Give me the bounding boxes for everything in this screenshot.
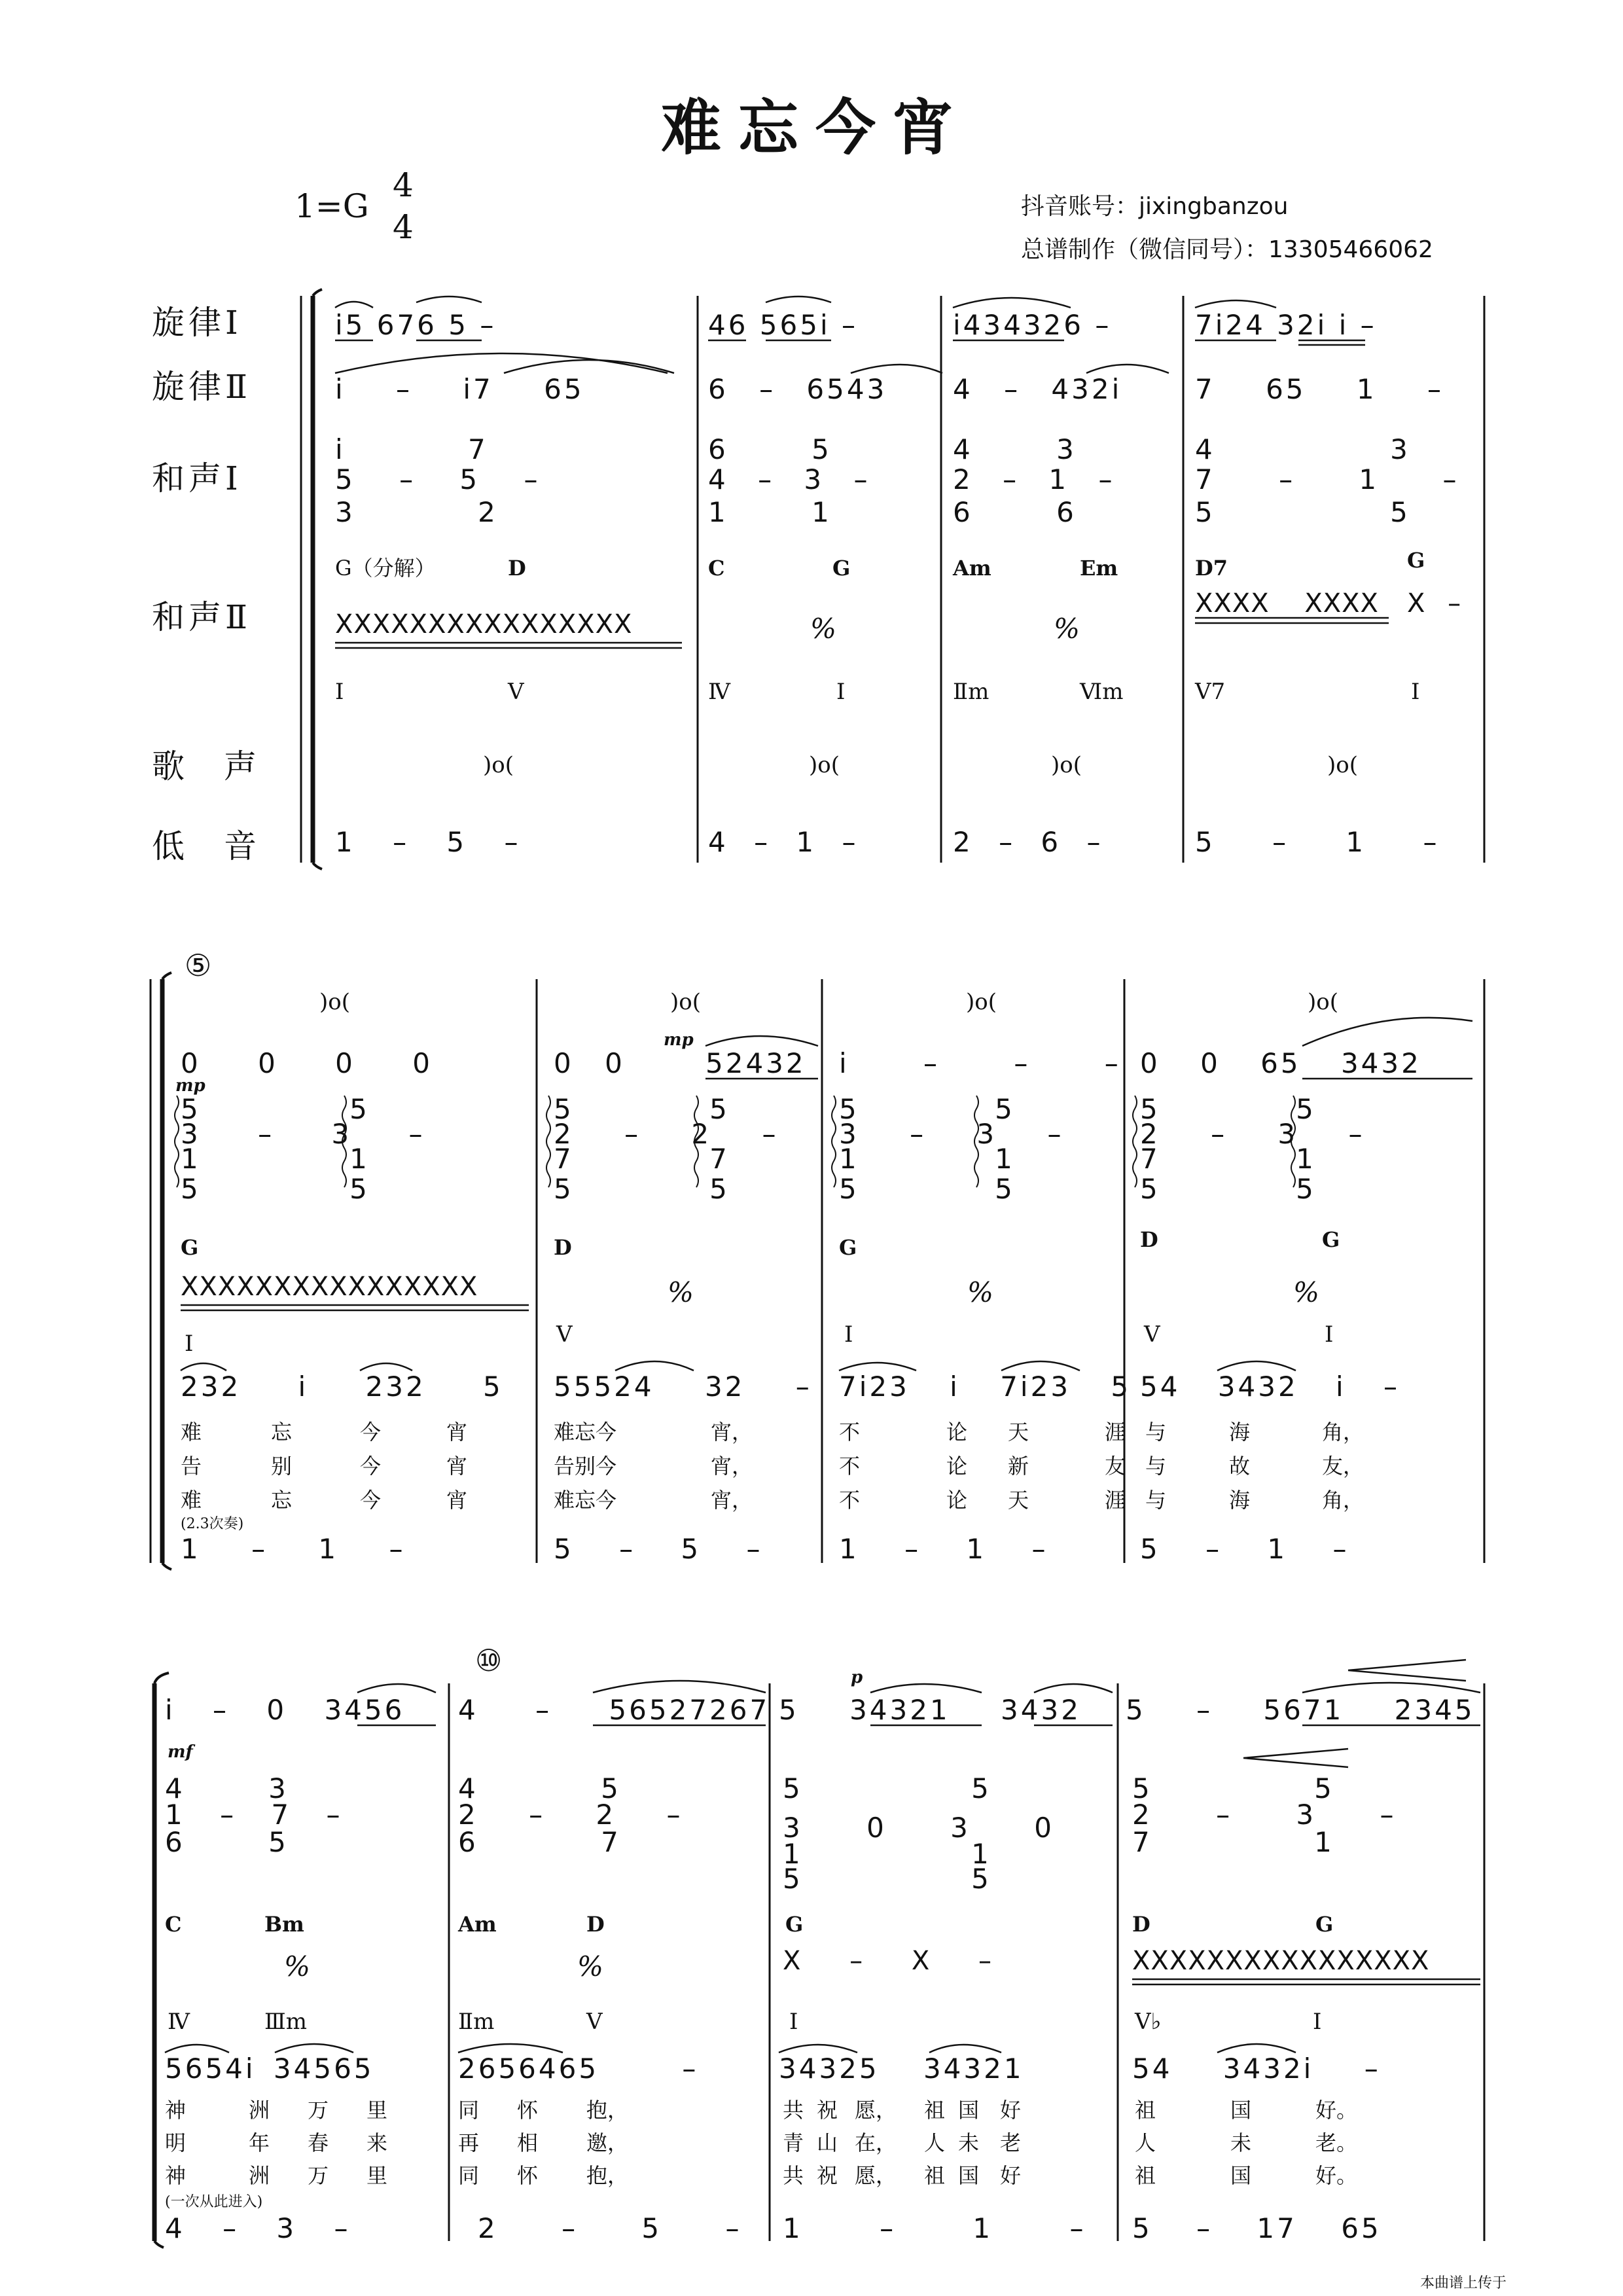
- s2-chord-1: G: [181, 1235, 199, 1260]
- s3-roman-5: I: [789, 2009, 798, 2035]
- s1-roman-3: Ⅳ: [708, 679, 730, 705]
- s3-lyric2-15: 未: [1230, 2130, 1252, 2155]
- s2-melody-m4: 0 0 65 3432: [1140, 1047, 1421, 1079]
- s1-melody2-m1: i – i7 65: [335, 373, 584, 405]
- s2-lyric3-3: 今: [360, 1488, 382, 1513]
- s2-lyric3-11: 与: [1145, 1488, 1167, 1513]
- s2-lyric1-3: 今: [360, 1420, 382, 1444]
- s3-lyric2-14: 人: [1135, 2130, 1156, 2155]
- s3-lyric2-8: 青: [783, 2130, 804, 2155]
- s2-harmony3-m4: 7 1: [1140, 1143, 1316, 1175]
- s3-harmony1-m1: 4 3: [165, 1772, 289, 1804]
- s2-lyric1-5: 难忘今: [554, 1420, 617, 1444]
- s3-bass-m3: 1 – 1 –: [783, 2212, 1086, 2244]
- s3-lyric2-5: 再: [458, 2130, 480, 2155]
- s2-lyric2-10: 友: [1105, 1454, 1126, 1479]
- s1-harmony-low-m1: 3 2: [335, 496, 498, 528]
- s3-lyric2-11: 人: [924, 2130, 946, 2155]
- s3-rhythm-pattern-m3: X – X –: [783, 1946, 992, 1976]
- s2-bass-note: (2.3次奏): [181, 1516, 244, 1532]
- s1-roman-6: Ⅵm: [1080, 679, 1124, 705]
- s2-lyric3-12: 海: [1229, 1488, 1251, 1513]
- s3-lyric2-9: 山: [817, 2130, 838, 2155]
- s2-lyric2-11: 与: [1145, 1454, 1167, 1479]
- s3-harmony2-m3: 3 0 3 0: [783, 1812, 1054, 1844]
- part-label-harmony2: 和声Ⅱ: [152, 598, 251, 636]
- s3-harmony1-m4: 5 5: [1132, 1772, 1334, 1804]
- s2-harmony2-m1: 3 – 3 –: [181, 1118, 425, 1150]
- s3-lyric2-1: 明: [165, 2130, 187, 2155]
- s3-lyric3-12: 国: [958, 2163, 980, 2188]
- s2-melody-m2a: 0 0: [554, 1047, 625, 1079]
- s3-lyric2-10: 在，: [855, 2130, 897, 2155]
- s3-harmony1-m3: 5 5: [783, 1772, 991, 1804]
- s2-breath-2: )o(: [670, 989, 701, 1015]
- s1-harmony-top-m3: 4 3: [953, 433, 1077, 465]
- s2-lyric1-9: 天: [1008, 1420, 1029, 1444]
- part-label-melody2: 旋律Ⅱ: [152, 368, 251, 406]
- s2-harmony3-m2: 7 7: [554, 1143, 730, 1175]
- s1-harmony-mid-m2: 4 – 3 –: [708, 463, 870, 495]
- s3-bass-note: (一次从此进入): [165, 2194, 263, 2210]
- s1-melody1-m2: 46 565i –: [708, 309, 858, 341]
- s2-harmony4-m4: 5 5: [1140, 1173, 1316, 1205]
- s3-melody-m4: 5 – 5671 2345: [1126, 1694, 1475, 1726]
- s3-vocal-m3: 34325 34321: [779, 2053, 1024, 2085]
- s2-melody-m3: i – – –: [839, 1047, 1121, 1079]
- score-title: 难忘今宵: [661, 93, 971, 163]
- s2-lyric2-12: 故: [1229, 1454, 1251, 1479]
- s2-lyric2-5: 告别今: [554, 1454, 617, 1479]
- s3-lyric2-16: 老。: [1315, 2130, 1358, 2155]
- s3-lyric3-16: 好。: [1315, 2163, 1358, 2188]
- s3-bass-m1: 4 – 3 –: [165, 2212, 351, 2244]
- s2-lyric3-2: 忘: [271, 1488, 293, 1513]
- part-label-bass: 低音: [152, 827, 296, 865]
- s3-harmony4-m3: 5 5: [783, 1863, 991, 1895]
- s3-lyric1-4: 里: [366, 2098, 388, 2123]
- s3-harmony2-m1: 1 – 7 –: [165, 1799, 343, 1831]
- s1-chord-1: G（分解）: [335, 556, 436, 581]
- s1-breath-2: )o(: [809, 752, 840, 778]
- s3-lyric3-2: 洲: [249, 2163, 270, 2188]
- s3-bass-m2: 2 – 5 –: [478, 2212, 742, 2244]
- s1-chord-5: Am: [953, 556, 991, 581]
- s2-lyric1-1: 难: [181, 1420, 202, 1444]
- s2-lyric2-8: 论: [946, 1454, 968, 1479]
- s1-breath-1: )o(: [483, 752, 514, 778]
- s2-rehearsal-mark: ⑤: [185, 948, 212, 983]
- s3-roman-4: V: [586, 2009, 603, 2035]
- s2-lyric3-10: 涯: [1105, 1488, 1126, 1513]
- s3-harmony3-m2: 6 7: [458, 1826, 621, 1858]
- s3-harmony1-m2: 4 5: [458, 1772, 621, 1804]
- s1-harmony-mid-m3: 2 – 1 –: [953, 463, 1115, 495]
- s1-harmony-top-m2: 6 5: [708, 433, 832, 465]
- s2-harmony2-m3: 3 – 3 –: [839, 1118, 1064, 1150]
- s3-lyric3-4: 里: [366, 2163, 388, 2188]
- s2-lyric3-9: 天: [1008, 1488, 1029, 1513]
- s3-lyric2-3: 春: [308, 2130, 329, 2155]
- s3-lyric3-8: 共: [783, 2163, 804, 2188]
- s2-roman-3: I: [844, 1321, 853, 1348]
- s2-melody-m2b: 52432: [705, 1047, 806, 1079]
- s2-vocal-m3: 7i23 i 7i23 5: [839, 1371, 1132, 1403]
- credit-maker: 总谱制作（微信同号）：13305466062: [1021, 236, 1433, 263]
- s3-harmony3-m3: 1 1: [783, 1838, 991, 1870]
- s3-lyric3-6: 怀: [517, 2163, 539, 2188]
- s3-lyric2-13: 老: [1000, 2130, 1022, 2155]
- s3-dynamic-mf: mf: [168, 1742, 193, 1762]
- s3-lyric1-12: 国: [958, 2098, 980, 2123]
- s2-repeat-m4: %: [1293, 1276, 1319, 1308]
- s1-chord-4: G: [832, 556, 851, 581]
- s3-roman-7: I: [1313, 2009, 1322, 2035]
- s3-lyric1-16: 好。: [1315, 2098, 1358, 2123]
- s3-lyric1-9: 祝: [817, 2098, 838, 2123]
- s1-roman-4: I: [836, 679, 846, 705]
- s1-chord-8: G: [1407, 548, 1425, 573]
- s2-lyric1-8: 论: [946, 1420, 968, 1444]
- s3-chord-1: C: [165, 1912, 182, 1937]
- s1-melody1-m4: 7i24 32i i –: [1195, 309, 1377, 341]
- s2-melody-m1: 0 0 0 0: [181, 1047, 433, 1079]
- credit-douyin: 抖音账号：jixingbanzou: [1021, 193, 1289, 220]
- s1-breath-4: )o(: [1327, 752, 1358, 778]
- s1-melody1-m3: i434326 –: [953, 309, 1112, 341]
- s1-chord-7: D7: [1195, 556, 1228, 581]
- s3-roman-2: Ⅲm: [264, 2009, 308, 2035]
- s2-lyric1-2: 忘: [271, 1420, 293, 1444]
- s1-repeat-m3: %: [1054, 613, 1080, 645]
- s2-roman-2: V: [556, 1321, 573, 1348]
- s3-lyric1-11: 祖: [924, 2098, 946, 2123]
- s1-bass-m1: 1 – 5 –: [335, 826, 521, 858]
- s1-bass-m4: 5 – 1 –: [1195, 826, 1440, 858]
- s3-harmony2-m4: 2 – 3 –: [1132, 1799, 1397, 1831]
- s1-rhythm-pattern: XXXXXXXXXXXXXXXX: [335, 609, 633, 639]
- s3-harmony3-m4: 7 1: [1132, 1826, 1334, 1858]
- time-signature-bottom: 4: [393, 208, 414, 246]
- s3-vocal-m2: 2656465 –: [458, 2053, 699, 2085]
- s3-melody-m2: 4 – 56527267: [458, 1694, 770, 1726]
- s3-lyric3-11: 祖: [924, 2163, 946, 2188]
- s2-lyric2-2: 别: [271, 1454, 293, 1479]
- s2-harmony1-m3: 5 5: [839, 1093, 1015, 1125]
- s2-roman-5: I: [1325, 1321, 1334, 1348]
- s2-lyric1-6: 宵，: [711, 1420, 753, 1444]
- s3-chord-7: G: [1315, 1912, 1334, 1937]
- s1-harmony-low-m4: 5 5: [1195, 496, 1410, 528]
- s3-lyric3-10: 愿，: [855, 2163, 897, 2188]
- s1-harmony-mid-m4: 7 – 1 –: [1195, 463, 1459, 495]
- s3-bass-m4: 5 – 17 65: [1132, 2212, 1382, 2244]
- s2-harmony1-m4: 5 5: [1140, 1093, 1316, 1125]
- s2-harmony4-m3: 5 5: [839, 1173, 1015, 1205]
- s1-harmony-top-m4: 4 3: [1195, 433, 1410, 465]
- s2-harmony4-m1: 5 5: [181, 1173, 370, 1205]
- s3-lyric1-10: 愿，: [855, 2098, 897, 2123]
- footer-note: 本曲谱上传于: [1420, 2275, 1507, 2291]
- s2-harmony2-m4: 2 – 3 –: [1140, 1118, 1365, 1150]
- s2-harmony2-m2: 2 – 2 –: [554, 1118, 779, 1150]
- s2-lyric2-9: 新: [1008, 1454, 1029, 1479]
- s2-lyric3-4: 宵: [446, 1488, 468, 1513]
- key-signature: 1=G: [294, 187, 369, 225]
- s3-lyric3-15: 国: [1230, 2163, 1252, 2188]
- s2-harmony1-m1: 5 5: [181, 1093, 370, 1125]
- s3-lyric1-2: 洲: [249, 2098, 270, 2123]
- s2-breath-3: )o(: [966, 989, 997, 1015]
- s3-melody-m3: 5 34321 3432: [779, 1694, 1081, 1726]
- s2-chord-3: G: [839, 1235, 857, 1260]
- s2-lyric2-3: 今: [360, 1454, 382, 1479]
- s2-lyric3-13: 角，: [1322, 1488, 1364, 1513]
- s3-lyric1-14: 祖: [1135, 2098, 1156, 2123]
- s2-dynamic-mp-melody: mp: [664, 1030, 694, 1050]
- s3-lyric1-13: 好: [1000, 2098, 1022, 2123]
- s1-melody2-m3: 4 – 432i: [953, 373, 1122, 405]
- s3-chord-5: G: [785, 1912, 804, 1937]
- s1-breath-3: )o(: [1051, 752, 1082, 778]
- s3-lyric3-9: 祝: [817, 2163, 838, 2188]
- s3-lyric2-4: 来: [366, 2130, 388, 2155]
- s1-bass-m2: 4 – 1 –: [708, 826, 859, 858]
- s3-dynamic-p: p: [851, 1668, 863, 1687]
- s3-chord-2: Bm: [264, 1912, 304, 1937]
- s2-bass-m4: 5 – 1 –: [1140, 1533, 1349, 1565]
- s1-harmony-top-m1: i 7: [335, 433, 488, 465]
- time-signature-top: 4: [393, 166, 414, 204]
- s2-lyric3-1: 难: [181, 1488, 202, 1513]
- s2-lyric3-8: 论: [946, 1488, 968, 1513]
- s2-lyric1-13: 角，: [1322, 1420, 1364, 1444]
- s3-lyric2-6: 相: [517, 2130, 539, 2155]
- s3-chord-3: Am: [458, 1912, 497, 1937]
- s2-roman-1: I: [185, 1331, 194, 1357]
- s2-harmony4-m2: 5 5: [554, 1173, 730, 1205]
- s1-harmony-mid-m1: 5 – 5 –: [335, 463, 541, 495]
- s1-roman-7: V7: [1195, 679, 1226, 705]
- s2-chord-2: D: [554, 1235, 572, 1260]
- s1-melody2-m4: 7 65 1 –: [1195, 373, 1444, 405]
- s1-chord-6: Em: [1080, 556, 1118, 581]
- s2-bass-m3: 1 – 1 –: [839, 1533, 1048, 1565]
- s2-lyric1-7: 不: [839, 1420, 861, 1444]
- s3-repeat-m2: %: [577, 1950, 603, 1982]
- s1-roman-8: I: [1411, 679, 1420, 705]
- s3-lyric3-5: 同: [458, 2163, 480, 2188]
- s2-roman-4: V: [1144, 1321, 1160, 1348]
- s2-lyric1-12: 海: [1229, 1420, 1251, 1444]
- s3-roman-3: Ⅱm: [458, 2009, 495, 2035]
- s3-vocal-m4: 54 3432i –: [1132, 2053, 1381, 2085]
- s2-vocal-m1: 232 i 232 5: [181, 1371, 503, 1403]
- s2-lyric3-5: 难忘今: [554, 1488, 617, 1513]
- s3-lyric2-12: 未: [958, 2130, 980, 2155]
- s2-vocal-m2: 55524 32 –: [554, 1371, 812, 1403]
- s3-lyric1-3: 万: [308, 2098, 329, 2123]
- s1-melody1-m1: i5 676 5 –: [335, 309, 497, 341]
- s2-breath-1: )o(: [319, 989, 350, 1015]
- s3-lyric2-7: 邀，: [586, 2130, 629, 2155]
- s1-repeat-m2: %: [810, 613, 836, 645]
- s1-harmony-low-m2: 1 1: [708, 496, 832, 528]
- s3-chord-6: D: [1132, 1912, 1150, 1937]
- s3-lyric1-6: 怀: [517, 2098, 539, 2123]
- s2-dynamic-mp-harmony: mp: [175, 1076, 205, 1096]
- s2-lyric2-13: 友，: [1322, 1454, 1364, 1479]
- s3-lyric2-2: 年: [249, 2130, 270, 2155]
- part-label-harmony1: 和声Ⅰ: [152, 459, 242, 497]
- s1-roman-5: Ⅱm: [953, 679, 990, 705]
- s2-lyric2-4: 宵: [446, 1454, 468, 1479]
- s2-lyric2-6: 宵，: [711, 1454, 753, 1479]
- s3-rehearsal-mark: ⑩: [475, 1643, 503, 1678]
- s1-rhythm-pattern-end: X –: [1407, 588, 1462, 619]
- s3-vocal-m1: 5654i 34565: [165, 2053, 374, 2085]
- s2-vocal-m4: 54 3432 i –: [1140, 1371, 1400, 1403]
- s2-lyric1-10: 涯: [1105, 1420, 1126, 1444]
- s1-roman-2: V: [508, 679, 524, 705]
- s1-chord-3: C: [708, 556, 725, 581]
- s1-rhythm-pattern-m4: XXXX XXXX: [1195, 588, 1379, 619]
- s2-chord-4: D: [1140, 1227, 1158, 1252]
- s3-harmony3-m1: 6 5: [165, 1826, 289, 1858]
- s2-rhythm-pattern: XXXXXXXXXXXXXXXX: [181, 1272, 478, 1302]
- s2-lyric3-7: 不: [839, 1488, 861, 1513]
- s2-harmony1-m2: 5 5: [554, 1093, 730, 1125]
- s3-harmony2-m2: 2 – 2 –: [458, 1799, 683, 1831]
- s3-lyric3-14: 祖: [1135, 2163, 1156, 2188]
- s2-lyric2-7: 不: [839, 1454, 861, 1479]
- s1-roman-1: I: [335, 679, 344, 705]
- s3-lyric3-7: 抱，: [586, 2163, 629, 2188]
- part-label-melody1: 旋律Ⅰ: [152, 304, 242, 342]
- s2-repeat-m3: %: [967, 1276, 993, 1308]
- s1-bass-m3: 2 – 6 –: [953, 826, 1103, 858]
- s3-lyric1-15: 国: [1230, 2098, 1252, 2123]
- s3-roman-1: Ⅳ: [168, 2009, 190, 2035]
- s3-lyric1-7: 抱，: [586, 2098, 629, 2123]
- s3-lyric1-1: 神: [165, 2098, 187, 2123]
- s2-lyric2-1: 告: [181, 1454, 202, 1479]
- s2-bass-m1: 1 – 1 –: [181, 1533, 406, 1565]
- s3-melody-m1: i – 0 3456: [165, 1694, 405, 1726]
- s2-lyric1-11: 与: [1145, 1420, 1167, 1444]
- s2-harmony3-m3: 1 1: [839, 1143, 1015, 1175]
- part-label-vocal: 歌声: [152, 747, 296, 785]
- s3-rhythm-pattern-m4: XXXXXXXXXXXXXXXX: [1132, 1946, 1430, 1976]
- s2-bass-m2: 5 – 5 –: [554, 1533, 763, 1565]
- s2-lyric3-6: 宵，: [711, 1488, 753, 1513]
- s3-lyric1-5: 同: [458, 2098, 480, 2123]
- s2-lyric1-4: 宵: [446, 1420, 468, 1444]
- s3-lyric3-1: 神: [165, 2163, 187, 2188]
- s2-harmony3-m1: 1 1: [181, 1143, 370, 1175]
- s1-melody2-m2: 6 – 6543: [708, 373, 887, 405]
- s3-lyric1-8: 共: [783, 2098, 804, 2123]
- s1-chord-2: D: [508, 556, 526, 581]
- s3-repeat-m1: %: [284, 1950, 310, 1982]
- s1-harmony-low-m3: 6 6: [953, 496, 1077, 528]
- s3-lyric3-3: 万: [308, 2163, 329, 2188]
- s3-chord-4: D: [586, 1912, 605, 1937]
- s3-roman-6: V♭: [1135, 2009, 1162, 2035]
- s2-breath-4: )o(: [1308, 989, 1338, 1015]
- s2-chord-5: G: [1322, 1227, 1340, 1252]
- s2-repeat-m2: %: [668, 1276, 694, 1308]
- s3-lyric3-13: 好: [1000, 2163, 1022, 2188]
